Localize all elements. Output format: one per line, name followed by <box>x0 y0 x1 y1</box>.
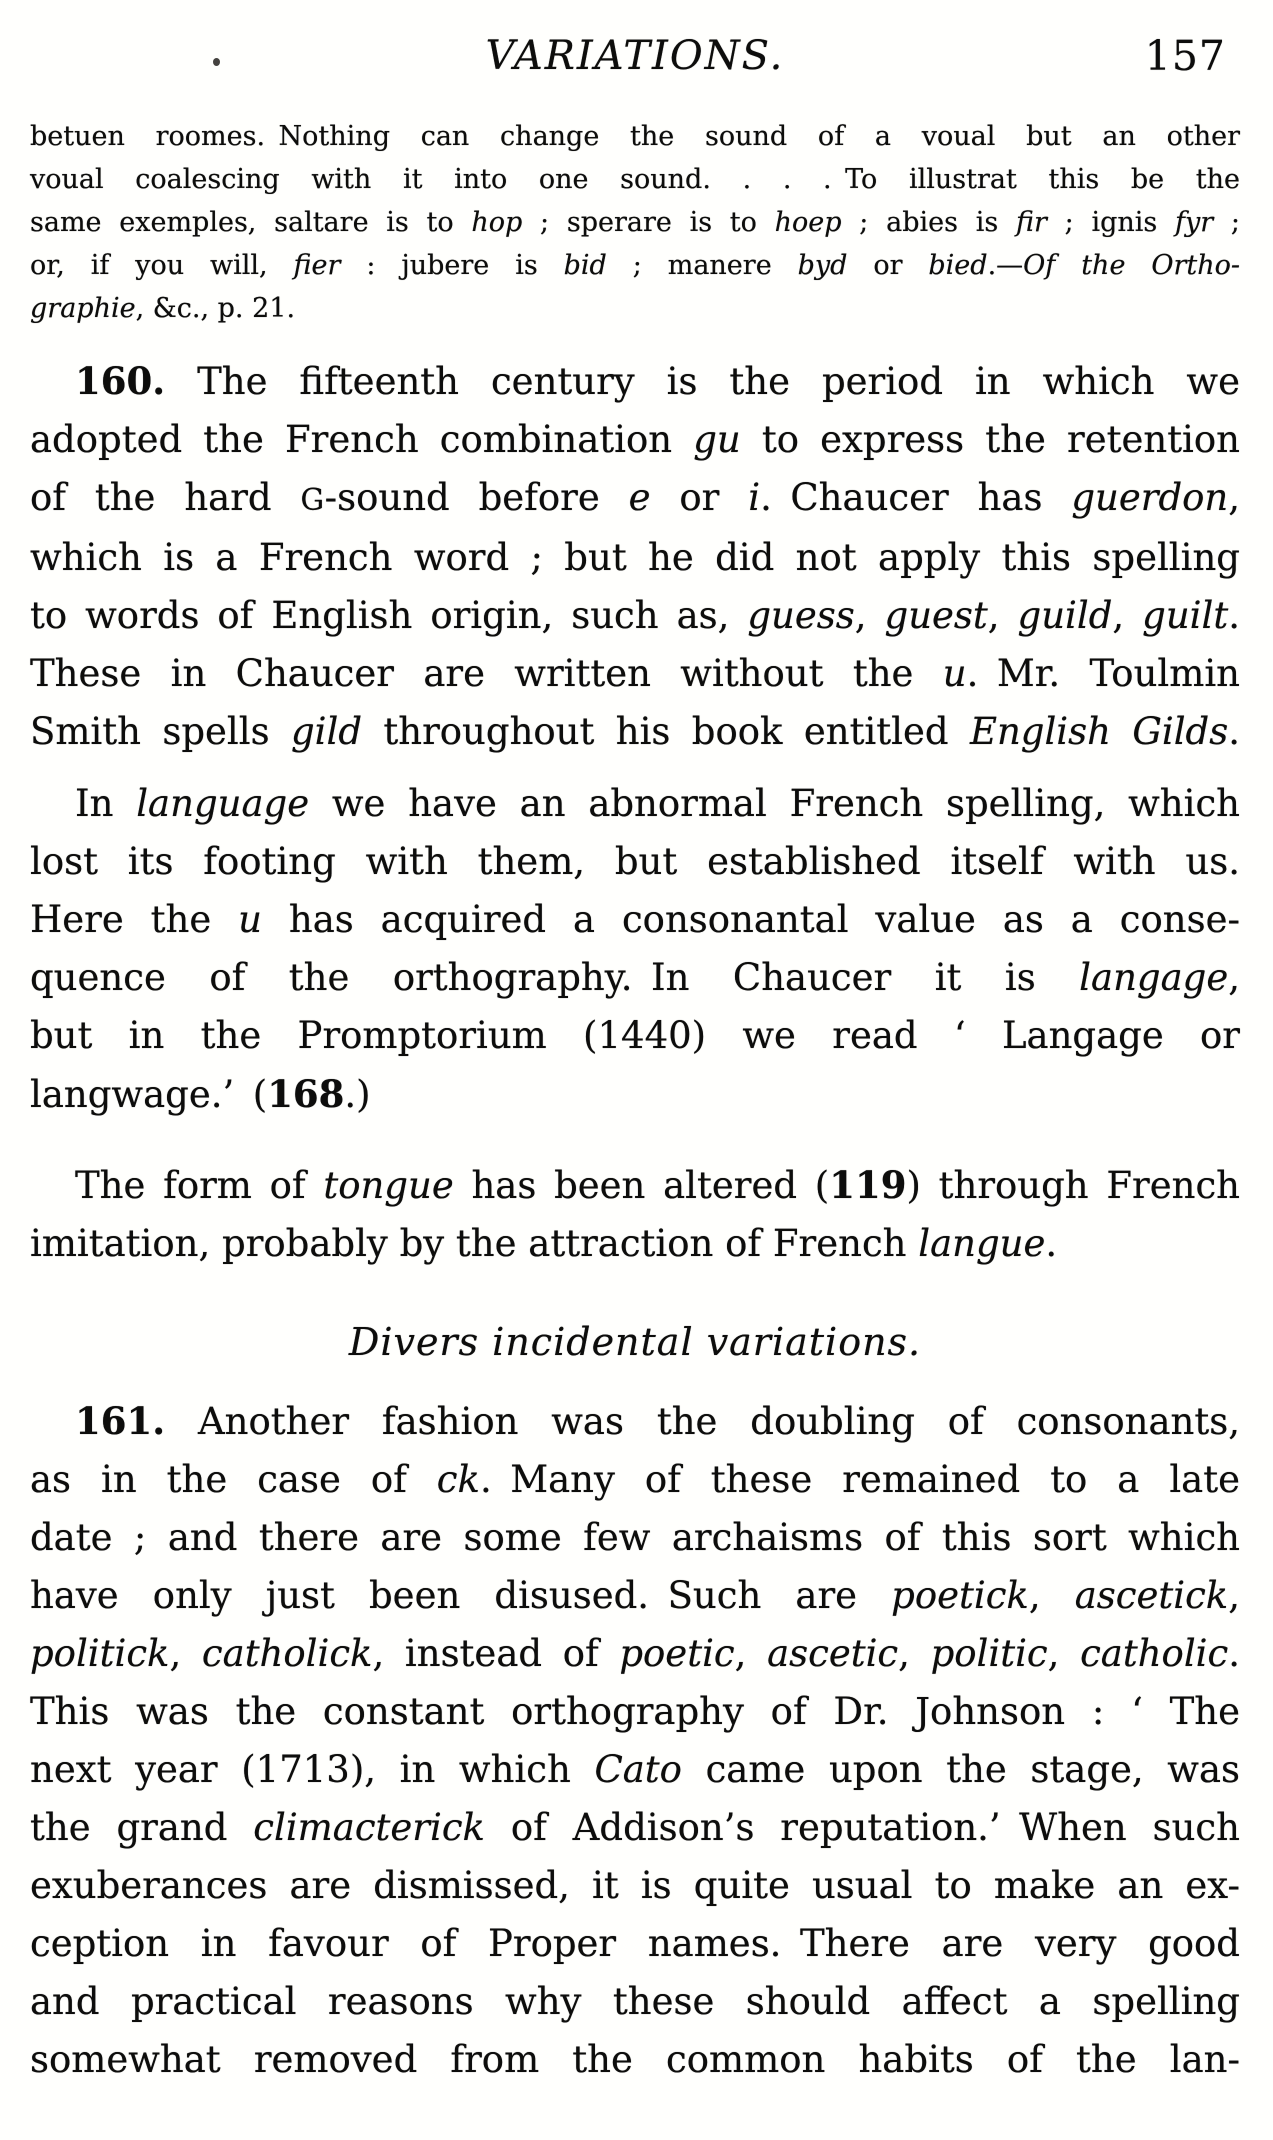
text-line: 161. Another fashion was the doubling of consonants, <box>75 1399 1240 1443</box>
text-column <box>30 0 1240 2089</box>
section-heading: Divers incidental variations. <box>348 1320 922 1364</box>
paragraph-160 <box>30 352 1240 761</box>
paragraph-language <box>30 775 1240 1124</box>
text-line: of the hard G-sound before e or i. Chaucer has guerdon, <box>30 476 1240 519</box>
text-line: date ; and there are some few archaisms of this sort which <box>30 1516 1240 1559</box>
text-line: next year (1713), in which Cato came upon the stage, was <box>30 1748 1240 1791</box>
paragraph-tongue <box>30 1156 1240 1273</box>
text-line: have only just been disused. Such are poetick, ascetick, <box>30 1574 1240 1617</box>
text-line: Here the u has acquired a consonantal value as a conse- <box>30 898 1240 941</box>
text-line: somewhat removed from the common habits of the lan- <box>30 2038 1240 2081</box>
text-line: quence of the orthography. In Chaucer it is langage, <box>30 956 1240 999</box>
text-line: adopted the French combination gu to express the retention <box>30 418 1240 461</box>
text-line: Smith spells gild throughout his book entitled English Gilds. <box>30 710 1240 753</box>
text-line: politick, catholick, instead of poetic, ascetic, politic, catholic. <box>30 1632 1240 1675</box>
text-line: but in the Promptorium (1440) we read ‘ Langage or <box>30 1014 1240 1057</box>
text-line: the grand climacterick of Addison’s reputation.’ When such <box>30 1806 1240 1849</box>
text-line: The form of tongue has been altered (119) through French <box>75 1163 1241 1207</box>
text-line: langwage.’ (168.) <box>30 1072 371 1116</box>
quoted-excerpt <box>30 115 1240 330</box>
text-line: These in Chaucer are written without the u. Mr. Toulmin <box>30 652 1240 695</box>
text-line: graphie, &c., p. 21. <box>30 293 296 324</box>
text-line: or, if you will, fier : jubere is bid ; manere byd or bied.—Of the Ortho- <box>30 250 1240 281</box>
running-head: VARIATIONS. <box>485 33 785 79</box>
text-line: as in the case of ck. Many of these remained to a late <box>30 1458 1240 1501</box>
text-line: to words of English origin, such as, guess, guest, guild, guilt. <box>30 594 1240 637</box>
text-line: betuen roomes. Nothing can change the sound of a voual but an other <box>30 121 1240 152</box>
text-line: voual coalescing with it into one sound. . . . To illustrat this be the <box>30 164 1240 195</box>
paragraph-161 <box>30 1392 1240 2089</box>
text-line: lost its footing with them, but established itself with us. <box>30 840 1240 883</box>
text-line: exuberances are dismissed, it is quite usual to make an ex- <box>30 1864 1240 1907</box>
text-line: ception in favour of Proper names. There are very good <box>30 1922 1240 1965</box>
text-line: which is a French word ; but he did not apply this spelling <box>30 536 1240 579</box>
text-line: 160. The fifteenth century is the period in which we <box>75 359 1240 403</box>
text-line: and practical reasons why these should affect a spelling <box>30 1980 1240 2023</box>
page-header <box>30 30 1240 82</box>
text-line: imitation, probably by the attraction of French langue. <box>30 1222 1058 1265</box>
text-line: In language we have an abnormal French spelling, which <box>75 782 1240 825</box>
page-number: 157 <box>1144 32 1226 80</box>
text-line: This was the constant orthography of Dr. Johnson : ‘ The <box>30 1690 1240 1733</box>
text-line: same exemples, saltare is to hop ; sperare is to hoep ; abies is fir ; ignis fyr ; <box>30 207 1240 238</box>
